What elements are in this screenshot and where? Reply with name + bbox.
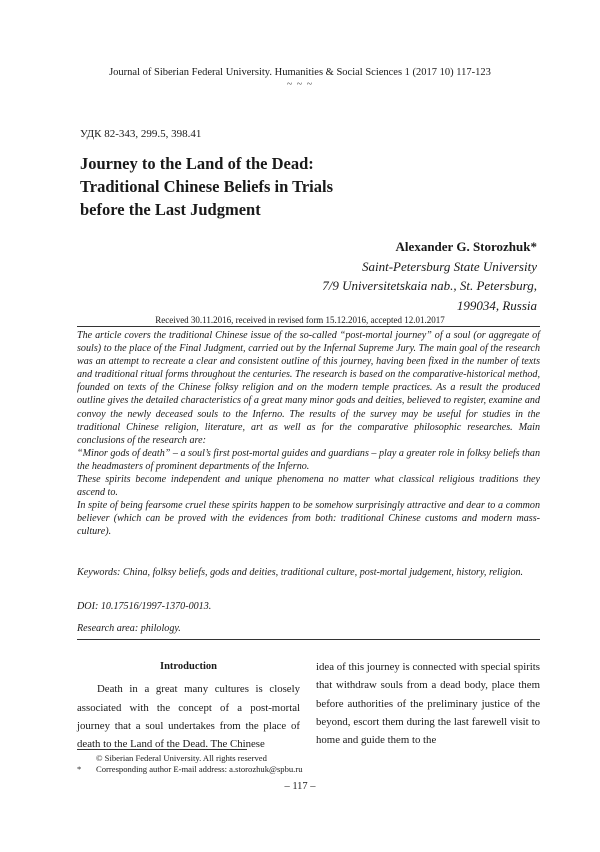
body-text-right: idea of this journey is connected with special spirits that withdraw souls from a dead body, place them before authorities of the preliminary justice of the beyond, escort them during the last farewell visit to home and guide them to the [316, 661, 540, 747]
author-block [322, 237, 537, 315]
page-number: – 117 – [284, 781, 316, 792]
title-line-2: Traditional Chinese Beliefs in Trials [80, 177, 334, 196]
footnote-corresponding [77, 764, 303, 775]
abstract-top-rule [77, 326, 540, 327]
corresponding-author-text: Corresponding author E-mail address: a.storozhuk@spbu.ru [96, 764, 303, 774]
affiliation-line-1: Saint-Petersburg State University [362, 258, 537, 274]
abstract [77, 329, 540, 539]
header-separator: ~ ~ ~ [286, 79, 314, 90]
abstract-bottom-rule [77, 639, 540, 640]
title-line-1: Journey to the Land of the Dead: [80, 154, 314, 173]
affiliation-line-3: 199034, Russia [456, 297, 537, 313]
keywords: Keywords: China, folksy beliefs, gods and deities, traditional culture, post-mortal judgement, history, religion. [77, 567, 524, 578]
copyright-text: © Siberian Federal University. All rights reserved [96, 753, 267, 763]
body-column-right [316, 658, 540, 749]
title-line-3: before the Last Judgment [80, 200, 261, 219]
abstract-paragraph-1: The article covers the traditional Chinese issue of the so-called “post-mortal journey” of a soul (or aggregate of souls) to the place of the Final Judgment, carried out by the Infernal Supreme Jury. The main goal of the research was an attempt to recreate a clear and consistent outline of this journey, having been fixed in the number of texts and traditional ritual forms throughout the centuries. The research is based on the comparative-historical method, founded on texts of the Chinese folksy religion and on the modern temple practices. As a result the produced outline gives the detailed characteristics of a great many minor gods and deities, believed to register, examine and convoy the newly deceased souls to the Inferno. The results of the survey may be useful for studies in the traditional Chinese religion, literature, art as well as for the comparative philosophic researches. Main conclusions of the research are: [77, 330, 540, 446]
affiliation-line-2: 7/9 Universitetskaia nab., St. Petersburg, [322, 278, 537, 293]
research-area: Research area: philology. [77, 623, 181, 634]
abstract-paragraph-2: “Minor gods of death” – a soul’s first post-mortal guides and guardians – play a greater role in folksy beliefs than the headmasters of prominent departments of the Inferno. [77, 447, 541, 472]
author-name: Alexander G. Storozhuk* [395, 239, 537, 254]
footnote-rule [77, 749, 247, 750]
article-title [80, 152, 500, 221]
abstract-paragraph-4: In spite of being fearsome cruel these spirits happen to be somehow surprisingly attractive and dear to a common believer (which can be proved with the evidences from both: traditional Chinese customs and modern mass-culture). [77, 500, 540, 538]
received-dates: Received 30.11.2016, received in revised form 15.12.2016, accepted 12.01.2017 [155, 315, 445, 325]
journal-header: Journal of Siberian Federal University. Humanities & Social Sciences 1 (2017 10) 117-123 [109, 67, 491, 78]
introduction-heading: Introduction [160, 661, 217, 672]
body-text-left: Death in a great many cultures is closely associated with the concept of a post-mortal journey that a soul undertakes from the place of death to the Land of the Dead. The Chinese [77, 683, 300, 751]
abstract-paragraph-3: These spirits become independent and unique phenomena no matter what classical religious traditions they ascend to. [77, 474, 540, 499]
footnote-asterisk: * [77, 764, 82, 774]
doi: DOI: 10.17516/1997-1370-0013. [77, 601, 212, 612]
footnote-copyright [77, 753, 267, 764]
body-column-left [77, 658, 300, 753]
udk-code: УДК 82-343, 299.5, 398.41 [80, 128, 202, 140]
